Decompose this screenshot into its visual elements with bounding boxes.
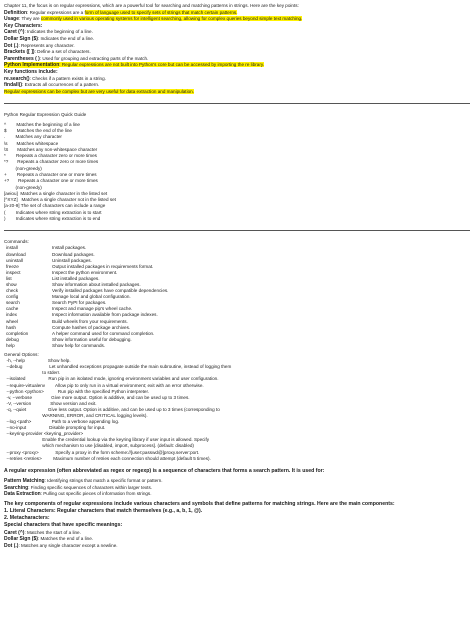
command-description: Install packages. [52, 245, 87, 251]
definition-highlight: form of language used to specify sets of strings that match certain patterns. [84, 9, 238, 15]
quick-guide-row: *? Repeats a character zero or more times [4, 159, 99, 165]
command-name: cache [6, 306, 19, 312]
general-options-rows [4, 358, 470, 462]
closing-line [4, 89, 470, 96]
command-description: Show help for commands. [52, 342, 106, 348]
option-row: Enable the credential lookup via the keyring library if user input is allowed. Specify [4, 437, 210, 443]
option-row: --retries <retries> Maximum number of retries each connection should attempt (default 5 times). [4, 455, 211, 461]
quick-guide-row: + Repeats a character one or more times [4, 171, 97, 177]
usage-pre: : They are [19, 16, 41, 22]
usage-line [4, 16, 470, 23]
command-description: Output installed packages in requirements format. [52, 263, 154, 269]
quick-guide-row: . Matches any character [4, 134, 62, 140]
option-row: --python <python> Run pip with the specified Python interpreter. [4, 388, 150, 394]
general-options-section [4, 352, 470, 462]
command-description: Compute hashes of package archives. [52, 324, 131, 330]
quick-guide-row: [a-z0-9] The set of characters can include a range [4, 203, 106, 209]
command-description: Inspect and manage pip's wheel cache. [52, 306, 133, 312]
key-char-brackets [4, 49, 470, 56]
quick-guide-row: \S Matches any non-whitespace character [4, 146, 98, 152]
key-functions-heading: Key functions include: [4, 68, 58, 75]
option-row: --require-virtualenv Allow pip to only run in a virtual environment; exit with an error otherwise. [4, 382, 204, 388]
quick-guide-title: Python Regular Expression Quick Guide [4, 112, 87, 118]
command-name: search [6, 300, 20, 306]
intro-text: Chapter 11, the focus is on regular expressions, which are a powerful tool for searching and matching patterns in strings. Here are the key points: [4, 3, 299, 8]
literal-characters: 1. Literal Characters: Regular characters that match themselves (e.g., a, b, 1, @). [4, 507, 203, 514]
option-row: --keyring-provider <keyring_provider> [4, 431, 84, 437]
key-char-parens [4, 56, 470, 63]
fn-findall [4, 82, 470, 89]
command-description: Inspect information available from package indexes. [52, 312, 158, 318]
command-name: completion [6, 330, 29, 336]
special-2-term: Dot (.) [4, 542, 19, 549]
python-impl-line [4, 62, 470, 69]
special-caret [4, 530, 470, 537]
caret-term: Caret (^) [4, 29, 25, 36]
command-name: download [6, 251, 26, 257]
commands-section [4, 239, 470, 349]
command-name: help [6, 342, 15, 348]
quick-guide-rows [4, 122, 470, 223]
key-char-dot [4, 43, 470, 50]
quick-guide-row: ) Indicates where string extraction is to end [4, 216, 101, 222]
quick-guide-row: ( Indicates where string extraction is to start [4, 209, 102, 215]
quick-guide-row: * Repeats a character zero or more times [4, 153, 97, 159]
dot-term: Dot (.) [4, 42, 19, 49]
command-description: Download packages. [52, 251, 95, 257]
command-description: Show information useful for debugging. [52, 336, 132, 342]
command-description: Show information about installed packages. [52, 282, 141, 288]
special-1-term: Dollar Sign ($) [4, 536, 38, 543]
caret-desc: : Indicates the beginning of a line. [24, 29, 93, 35]
usage-term: Usage [4, 16, 20, 23]
quick-guide-row: [^XYZ] Matches a single character not in the listed set [4, 197, 116, 203]
quick-guide-row: ^ Matches the beginning of a line [4, 121, 80, 127]
usage-highlight: commonly used in various operating systems for intelligent searching, allowing for complex queries beyond simple text matching. [40, 16, 303, 22]
command-description: List installed packages. [52, 275, 100, 281]
use-0-desc: : Identifying strings that match a specific format or pattern. [44, 477, 163, 483]
python-impl-highlight: Regular expressions are not built into Python's core but can be accessed by importing the re library. [61, 62, 265, 68]
option-row: -h, --help Show help. [4, 358, 71, 364]
command-name: debug [6, 336, 19, 342]
command-description: Inspect the python environment. [52, 269, 118, 275]
parens-term: Parentheses ( ) [4, 55, 40, 62]
option-row: -q, --quiet Give less output. Option is additive, and can be used up to 3 times (corresponding to [4, 406, 220, 412]
definition-pre: : Regular expressions are a [27, 9, 85, 15]
command-name: index [6, 312, 17, 318]
use-0-term: Pattern Matching [4, 477, 45, 484]
divider-2 [4, 230, 470, 231]
option-row: -v, --verbose Give more output. Option is additive, and can be used up to 3 times. [4, 394, 190, 400]
use-pattern-matching [4, 478, 470, 485]
python-impl-term: Python Implementation [4, 62, 60, 69]
command-name: hash [6, 324, 16, 330]
option-row: --isolated Run pip in an isolated mode, ignoring environment variables and user configuration. [4, 376, 219, 382]
brackets-desc: : Define a set of characters. [34, 49, 91, 55]
metacharacters: 2. Metacharacters: [4, 515, 50, 522]
option-row: --no-input Disable prompting for input. [4, 425, 106, 431]
command-name: config [6, 294, 19, 300]
special-0-desc: : Matches the start of a line. [24, 529, 81, 535]
special-dot [4, 543, 470, 550]
key-characters-heading: Key Characters: [4, 22, 43, 29]
option-row: --log <path> Path to a verbose appending log. [4, 419, 120, 425]
use-2-term: Data Extraction [4, 491, 41, 498]
general-options-heading: General Options: [4, 352, 39, 358]
command-name: freeze [6, 263, 19, 269]
option-row: WARNING, ERROR, and CRITICAL logging levels). [4, 412, 148, 418]
parens-desc: : Used for grouping and extracting parts of the match. [39, 55, 149, 61]
command-name: check [6, 288, 19, 294]
findall-term: findall() [4, 82, 23, 89]
special-2-desc: : Matches any single character except a newline. [18, 542, 118, 548]
special-characters-heading: Special characters that have specific meanings: [4, 522, 123, 529]
option-row: --proxy <proxy> Specify a proxy in the form scheme://[user:passwd@]proxy.server:port. [4, 449, 200, 455]
quick-guide-row: (non-greedy) [4, 184, 42, 190]
command-description: Build wheels from your requirements. [52, 318, 128, 324]
command-description: Manage local and global configuration. [52, 294, 131, 300]
special-0-term: Caret (^) [4, 529, 25, 536]
option-row: which mechanism to use [disabled, import, subprocess]. (default: disabled) [4, 443, 194, 449]
command-description: Verify installed packages have compatible dependencies. [52, 288, 169, 294]
components-intro: The key components of regular expressions include various characters and symbols that define patterns for matching strings. Here are the main components: [4, 500, 395, 507]
use-2-desc: : Pulling out specific pieces of information from strings. [40, 491, 152, 497]
option-row: -V, --version Show version and exit. [4, 400, 97, 406]
brackets-term: Brackets ([ ]) [4, 49, 35, 56]
commands-heading: Commands: [4, 239, 29, 245]
command-description: Search PyPI for packages. [52, 300, 107, 306]
commands-rows [4, 245, 470, 349]
divider-1 [4, 103, 470, 104]
command-name: list [6, 275, 12, 281]
quick-guide-row: $ Matches the end of the line [4, 127, 72, 133]
special-1-desc: : Matches the end of a line. [37, 536, 94, 542]
command-name: uninstall [6, 257, 23, 263]
quick-guide-row: \s Matches whitespace [4, 140, 59, 146]
command-name: install [6, 245, 18, 251]
command-description: Uninstall packages. [52, 257, 92, 263]
search-desc: : Checks if a pattern exists in a string. [29, 75, 106, 81]
quick-guide [4, 112, 470, 222]
key-char-dollar [4, 36, 470, 43]
use-1-term: Searching [4, 484, 29, 491]
command-name: inspect [6, 269, 21, 275]
use-data-extraction [4, 491, 470, 498]
use-1-desc: : Finding specific sequences of characters within larger texts. [28, 484, 153, 490]
search-term: re.search() [4, 75, 30, 82]
findall-desc: : Extracts all occurrences of a pattern. [22, 82, 100, 88]
option-row: --debug Let unhandled exceptions propagate outside the main subroutine, instead of logging them [4, 364, 232, 370]
definition-term: Definition [4, 9, 28, 16]
quick-guide-row: [aeiou] Matches a single character in the listed set [4, 190, 108, 196]
dot-desc: : Represents any character. [18, 42, 75, 48]
regex-definition: A regular expression (often abbreviated as regex or regexp) is a sequence of characters that forms a search pattern. It is used for: [4, 467, 325, 474]
definition-line [4, 10, 470, 17]
command-description: A helper command used for command completion. [52, 330, 155, 336]
fn-search [4, 76, 470, 83]
dollar-term: Dollar Sign ($) [4, 35, 38, 42]
option-row: to stderr. [4, 370, 61, 376]
closing-highlight: Regular expressions can be complex but are very useful for data extraction and manipulation. [4, 88, 194, 94]
command-name: show [6, 282, 17, 288]
special-dollar [4, 536, 470, 543]
python-impl-pre: : [59, 62, 62, 68]
use-searching [4, 485, 470, 492]
quick-guide-row: (non-greedy) [4, 165, 42, 171]
command-name: wheel [6, 318, 19, 324]
dollar-desc: : Indicates the end of a line. [37, 35, 95, 41]
key-char-caret [4, 29, 470, 36]
quick-guide-row: +? Repeats a character one or more times [4, 178, 98, 184]
